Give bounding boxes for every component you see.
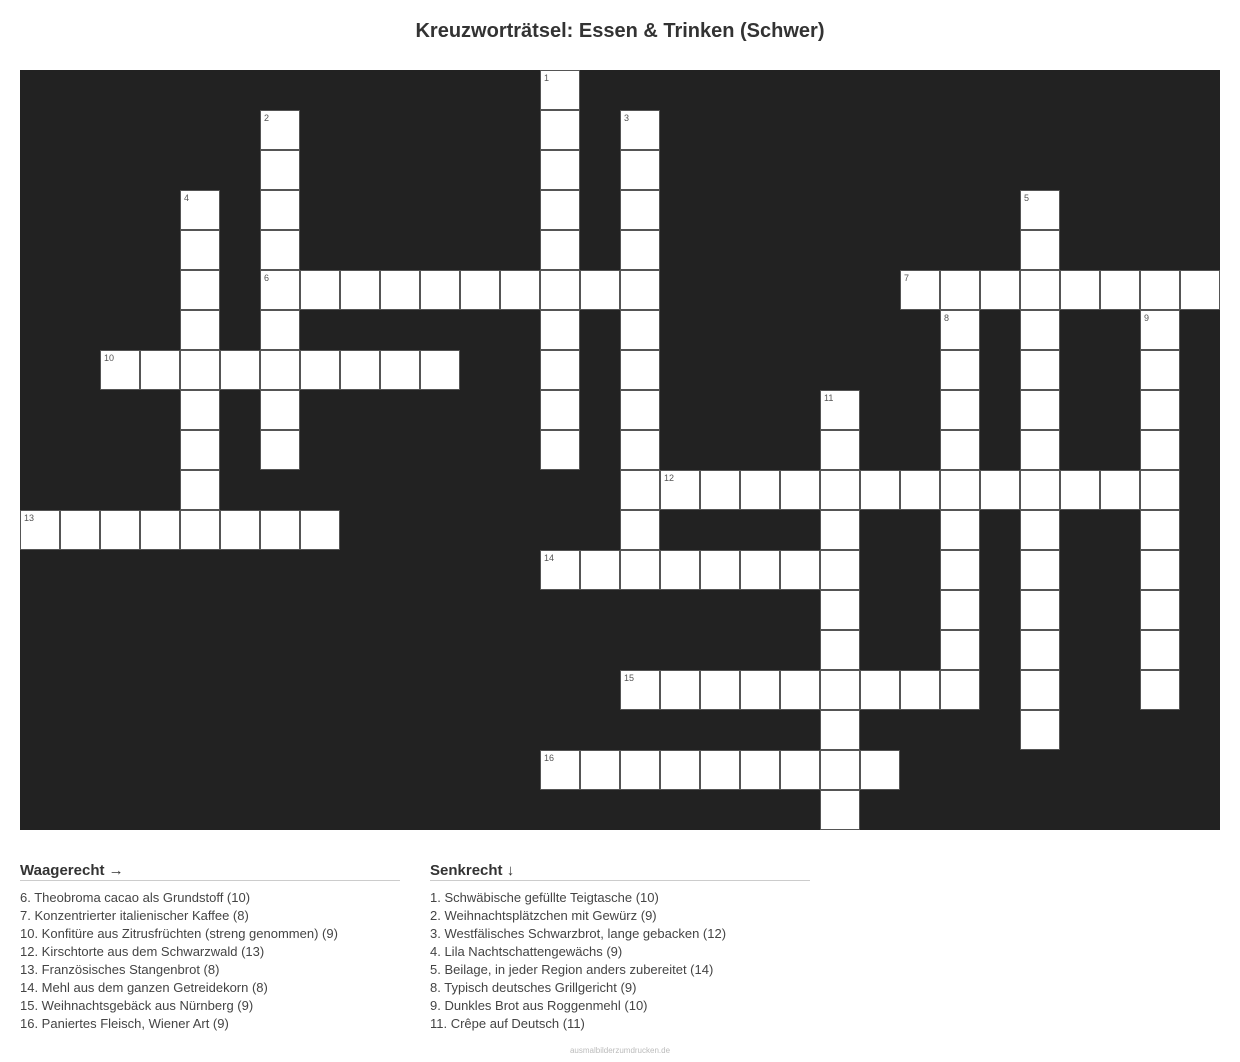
grid-cell[interactable] — [300, 350, 340, 390]
grid-cell[interactable] — [1020, 510, 1060, 550]
grid-cell[interactable] — [540, 150, 580, 190]
grid-cell[interactable] — [460, 270, 500, 310]
cell-number: 6 — [264, 273, 270, 283]
grid-cell[interactable] — [1140, 350, 1180, 390]
grid-cell[interactable] — [1140, 390, 1180, 430]
grid-cell[interactable] — [260, 230, 300, 270]
grid-cell[interactable] — [220, 350, 260, 390]
grid-cell[interactable] — [1020, 310, 1060, 350]
grid-cell[interactable] — [100, 510, 140, 550]
grid-cell[interactable] — [980, 470, 1020, 510]
grid-cell[interactable] — [620, 110, 660, 150]
grid-cell[interactable] — [660, 670, 700, 710]
cell-number: 8 — [944, 313, 950, 323]
grid-cell[interactable] — [260, 430, 300, 470]
clue-item: 1. Schwäbische gefüllte Teigtasche (10) — [430, 890, 659, 905]
grid-cell[interactable] — [260, 350, 300, 390]
grid-cell[interactable] — [1020, 550, 1060, 590]
grid-cell[interactable] — [780, 750, 820, 790]
grid-cell[interactable] — [540, 270, 580, 310]
across-heading: Waagerecht → — [20, 862, 400, 881]
down-clue-list — [430, 889, 810, 1033]
clue-item: 16. Paniertes Fleisch, Wiener Art (9) — [20, 1016, 229, 1031]
clue-item: 10. Konfitüre aus Zitrusfrüchten (streng genommen) (9) — [20, 926, 338, 941]
grid-cell[interactable] — [940, 310, 980, 350]
cell-number: 3 — [624, 113, 630, 123]
grid-cell[interactable] — [820, 550, 860, 590]
grid-cell[interactable] — [940, 470, 980, 510]
grid-cell[interactable] — [940, 430, 980, 470]
grid-cell[interactable] — [620, 430, 660, 470]
grid-cell[interactable] — [900, 470, 940, 510]
cell-number: 2 — [264, 113, 270, 123]
cell-number: 1 — [544, 73, 550, 83]
grid-cell[interactable] — [1100, 470, 1140, 510]
grid-cell[interactable] — [260, 110, 300, 150]
grid-cell[interactable] — [380, 270, 420, 310]
grid-cell[interactable] — [620, 390, 660, 430]
grid-cell[interactable] — [620, 230, 660, 270]
grid-cell[interactable] — [180, 310, 220, 350]
grid-cell[interactable] — [940, 630, 980, 670]
down-heading: Senkrecht ↓ — [430, 862, 810, 881]
grid-cell[interactable] — [180, 230, 220, 270]
grid-cell[interactable] — [620, 550, 660, 590]
grid-cell[interactable] — [620, 150, 660, 190]
grid-cell[interactable] — [540, 350, 580, 390]
grid-cell[interactable] — [620, 470, 660, 510]
grid-cell[interactable] — [740, 670, 780, 710]
grid-cell[interactable] — [940, 390, 980, 430]
grid-cell[interactable] — [780, 550, 820, 590]
grid-cell[interactable] — [420, 350, 460, 390]
grid-cell[interactable] — [740, 550, 780, 590]
grid-cell[interactable] — [820, 670, 860, 710]
grid-cell[interactable] — [620, 270, 660, 310]
grid-cell[interactable] — [1060, 470, 1100, 510]
grid-cell[interactable] — [1140, 550, 1180, 590]
grid-cell[interactable] — [180, 510, 220, 550]
clue-item: 2. Weihnachtsplätzchen mit Gewürz (9) — [430, 908, 657, 923]
grid-cell[interactable] — [380, 350, 420, 390]
grid-cell[interactable] — [820, 750, 860, 790]
grid-cell[interactable] — [540, 110, 580, 150]
grid-cell[interactable] — [140, 510, 180, 550]
grid-cell[interactable] — [700, 470, 740, 510]
grid-cell[interactable] — [700, 670, 740, 710]
grid-cell[interactable] — [820, 630, 860, 670]
clue-item: 15. Weihnachtsgebäck aus Nürnberg (9) — [20, 998, 254, 1013]
clue-item: 14. Mehl aus dem ganzen Getreidekorn (8) — [20, 980, 268, 995]
grid-cell[interactable] — [660, 750, 700, 790]
grid-cell[interactable] — [1020, 230, 1060, 270]
grid-cell[interactable] — [100, 350, 140, 390]
grid-cell[interactable] — [580, 750, 620, 790]
clue-item: 5. Beilage, in jeder Region anders zubereitet (14) — [430, 962, 714, 977]
grid-cell[interactable] — [260, 150, 300, 190]
grid-cell[interactable] — [260, 390, 300, 430]
grid-cell[interactable] — [740, 750, 780, 790]
grid-cell[interactable] — [940, 350, 980, 390]
grid-cell[interactable] — [260, 270, 300, 310]
clue-item: 3. Westfälisches Schwarzbrot, lange gebacken (12) — [430, 926, 727, 941]
grid-cell[interactable] — [540, 190, 580, 230]
cell-number: 7 — [904, 273, 910, 283]
cell-number: 9 — [1144, 313, 1150, 323]
page-title: Kreuzworträtsel: Essen & Trinken (Schwer) — [415, 20, 825, 42]
grid-cell[interactable] — [1180, 270, 1220, 310]
cell-number: 4 — [184, 193, 190, 203]
grid-cell[interactable] — [340, 270, 380, 310]
grid-cell[interactable] — [620, 350, 660, 390]
clue-item: 11. Crêpe auf Deutsch (11) — [430, 1016, 585, 1031]
grid-cell[interactable] — [1140, 510, 1180, 550]
cell-number: 13 — [24, 513, 35, 523]
cell-number: 16 — [544, 753, 555, 763]
grid-cell[interactable] — [660, 550, 700, 590]
grid-cell[interactable] — [900, 670, 940, 710]
grid-cell[interactable] — [620, 670, 660, 710]
grid-cell[interactable] — [180, 350, 220, 390]
grid-cell[interactable] — [420, 270, 460, 310]
grid-cell[interactable] — [540, 70, 580, 110]
grid-cell[interactable] — [980, 270, 1020, 310]
grid-cell[interactable] — [1020, 390, 1060, 430]
grid-cell[interactable] — [180, 430, 220, 470]
grid-cell[interactable] — [620, 310, 660, 350]
grid-cell[interactable] — [1020, 630, 1060, 670]
grid-cell[interactable] — [260, 310, 300, 350]
across-clue-list — [20, 889, 400, 1033]
grid-cell[interactable] — [540, 430, 580, 470]
grid-cell[interactable] — [1020, 470, 1060, 510]
grid-cell[interactable] — [1020, 670, 1060, 710]
grid-cell[interactable] — [1020, 590, 1060, 630]
grid-cell[interactable] — [1140, 670, 1180, 710]
grid-cell[interactable] — [580, 550, 620, 590]
grid-cell[interactable] — [540, 390, 580, 430]
footer-credit: ausmalbilderzumdrucken.de — [569, 1046, 671, 1055]
grid-cell[interactable] — [940, 550, 980, 590]
grid-cell[interactable] — [1140, 430, 1180, 470]
clue-item: 12. Kirschtorte aus dem Schwarzwald (13) — [20, 944, 265, 959]
grid-cell[interactable] — [820, 710, 860, 750]
grid-cell[interactable] — [260, 190, 300, 230]
cell-number: 11 — [824, 393, 834, 403]
grid-cell[interactable] — [300, 510, 340, 550]
grid-cell[interactable] — [820, 390, 860, 430]
cell-number: 14 — [544, 553, 555, 563]
cell-number: 12 — [664, 473, 675, 483]
grid-cell[interactable] — [1060, 270, 1100, 310]
grid-cell[interactable] — [780, 670, 820, 710]
grid-cell[interactable] — [900, 270, 940, 310]
grid-cell[interactable] — [820, 510, 860, 550]
grid-cell[interactable] — [180, 470, 220, 510]
grid-cell[interactable] — [1100, 270, 1140, 310]
grid-cell[interactable] — [540, 230, 580, 270]
grid-cell[interactable] — [180, 190, 220, 230]
grid-cell[interactable] — [1020, 710, 1060, 750]
grid-cell[interactable] — [1140, 310, 1180, 350]
cell-number: 5 — [1024, 193, 1030, 203]
grid-cell[interactable] — [860, 470, 900, 510]
grid-cell[interactable] — [1140, 630, 1180, 670]
grid-cell[interactable] — [1140, 470, 1180, 510]
grid-cell[interactable] — [1020, 190, 1060, 230]
grid-cell[interactable] — [540, 750, 580, 790]
across-clues-section — [20, 862, 400, 1033]
grid-cell[interactable] — [940, 510, 980, 550]
grid-cell[interactable] — [140, 350, 180, 390]
grid-cell[interactable] — [540, 310, 580, 350]
grid-cell[interactable] — [940, 590, 980, 630]
grid-cell[interactable] — [860, 670, 900, 710]
crossword-grid — [20, 70, 1220, 830]
grid-cell[interactable] — [60, 510, 100, 550]
grid-cell[interactable] — [820, 790, 860, 830]
grid-cell[interactable] — [620, 190, 660, 230]
down-clues-section — [430, 862, 810, 1033]
clue-item: 9. Dunkles Brot aus Roggenmehl (10) — [430, 998, 648, 1013]
clue-item: 13. Französisches Stangenbrot (8) — [20, 962, 220, 977]
grid-cell[interactable] — [20, 510, 60, 550]
grid-cell[interactable] — [820, 590, 860, 630]
grid-cell[interactable] — [1140, 590, 1180, 630]
grid-cell[interactable] — [340, 350, 380, 390]
grid-cell[interactable] — [1020, 350, 1060, 390]
grid-cell[interactable] — [1140, 270, 1180, 310]
grid-cell[interactable] — [740, 470, 780, 510]
grid-cell[interactable] — [700, 750, 740, 790]
grid-cell[interactable] — [260, 510, 300, 550]
grid-cell[interactable] — [940, 670, 980, 710]
grid-cell[interactable] — [700, 550, 740, 590]
grid-cell[interactable] — [940, 270, 980, 310]
grid-cell[interactable] — [620, 750, 660, 790]
grid-cell[interactable] — [220, 510, 260, 550]
grid-cell[interactable] — [1020, 430, 1060, 470]
clue-item: 4. Lila Nachtschattengewächs (9) — [430, 944, 623, 959]
grid-cell[interactable] — [620, 510, 660, 550]
clue-item: 7. Konzentrierter italienischer Kaffee (8) — [20, 908, 249, 923]
grid-cell[interactable] — [660, 470, 700, 510]
grid-cell[interactable] — [180, 390, 220, 430]
grid-cell[interactable] — [860, 750, 900, 790]
grid-cell[interactable] — [1020, 270, 1060, 310]
grid-cell[interactable] — [540, 550, 580, 590]
cell-number: 10 — [104, 353, 115, 363]
grid-cell[interactable] — [500, 270, 540, 310]
grid-cell[interactable] — [820, 430, 860, 470]
clue-item: 8. Typisch deutsches Grillgericht (9) — [430, 980, 637, 995]
grid-cell[interactable] — [300, 270, 340, 310]
clue-item: 6. Theobroma cacao als Grundstoff (10) — [20, 890, 251, 905]
grid-cell[interactable] — [180, 270, 220, 310]
grid-cell[interactable] — [580, 270, 620, 310]
grid-cell[interactable] — [820, 470, 860, 510]
cell-number: 15 — [624, 673, 635, 683]
grid-cell[interactable] — [780, 470, 820, 510]
